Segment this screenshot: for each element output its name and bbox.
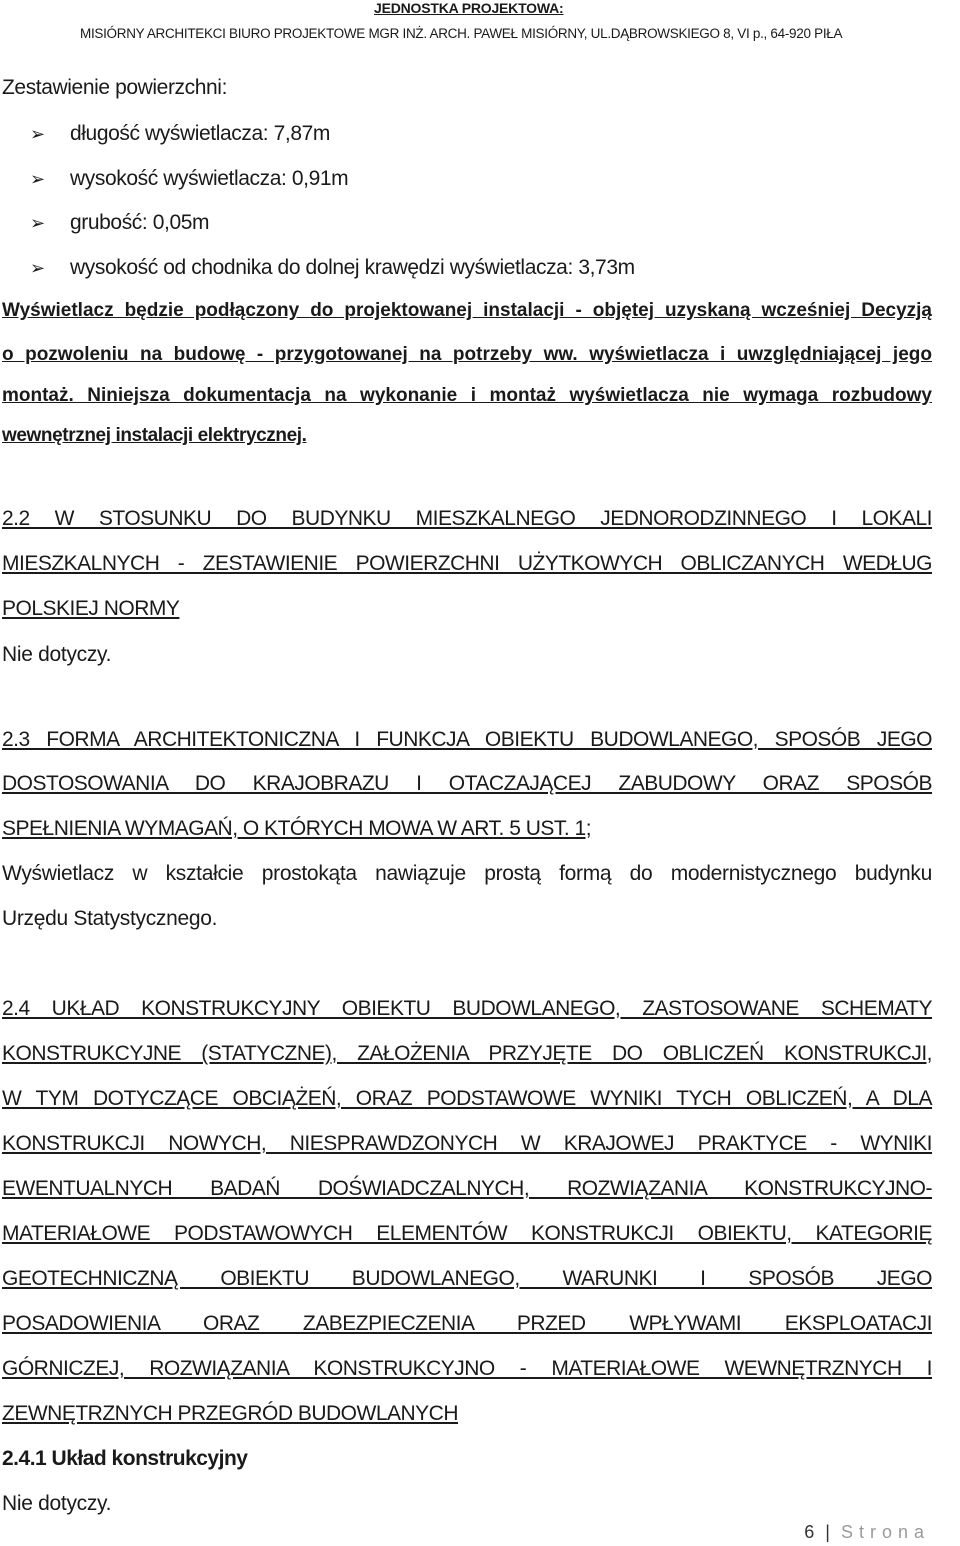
section-body: Nie dotyczy. [2, 1492, 112, 1515]
section-heading-line: W TYM DOTYCZĄCE OBCIĄŻEŃ, ORAZ PODSTAWOWE WYNIKI TYCH OBLICZEŃ, A DLA [2, 1087, 932, 1110]
section-heading-line: MIESZKALNYCH - ZESTAWIENIE POWIERZCHNI UŻYTKOWYCH OBLICZANYCH WEDŁUG [2, 552, 932, 575]
arrow-bullet-icon: ➢ [30, 258, 45, 278]
project-unit-label: JEDNOSTKA PROJEKTOWA: [374, 0, 564, 16]
section-heading-line: POSADOWIENIA ORAZ ZABEZPIECZENIA PRZED WPŁYWAMI EKSPLOATACJI [2, 1312, 932, 1335]
section-heading-line: KONSTRUKCYJNE (STATYCZNE), ZAŁOŻENIA PRZYJĘTE DO OBLICZEŃ KONSTRUKCJI, [2, 1042, 932, 1065]
page-number: 6 [804, 1522, 816, 1542]
footer-separator: | [825, 1522, 831, 1542]
summary-title: Zestawienie powierzchni: [2, 76, 228, 99]
section-heading-line: 2.4 UKŁAD KONSTRUKCYJNY OBIEKTU BUDOWLANEGO, ZASTOSOWANE SCHEMATY [2, 997, 932, 1020]
section-heading-line: SPEŁNIENIA WYMAGAŃ, O KTÓRYCH MOWA W ART. 5 UST. 1; [2, 817, 592, 840]
list-item-text: wysokość wyświetlacza: 0,91m [70, 167, 349, 190]
list-item-text: grubość: 0,05m [70, 211, 210, 234]
section-heading-line: KONSTRUKCJI NOWYCH, NIESPRAWDZONYCH W KRAJOWEJ PRAKTYCE - WYNIKI [2, 1132, 932, 1155]
section-heading-line: 2.3 FORMA ARCHITEKTONICZNA I FUNKCJA OBIEKTU BUDOWLANEGO, SPOSÓB JEGO [2, 728, 932, 751]
section-body: Nie dotyczy. [2, 643, 112, 666]
page-footer [804, 1522, 930, 1543]
summary-paragraph-line: o pozwoleniu na budowę - przygotowanej na potrzeby ww. wyświetlacza i uwzględniającej jego [2, 344, 932, 365]
summary-paragraph-line: wewnętrznej instalacji elektrycznej. [2, 425, 307, 446]
summary-paragraph-line: montaż. Niniejsza dokumentacja na wykonanie i montaż wyświetlacza nie wymaga rozbudowy [2, 385, 932, 406]
section-heading-line: ZEWNĘTRZNYCH PRZEGRÓD BUDOWLANYCH [2, 1402, 459, 1425]
section-body-line: Wyświetlacz w kształcie prostokąta nawiązuje prostą formą do modernistycznego budynku [2, 862, 932, 885]
section-heading-line: 2.2 W STOSUNKU DO BUDYNKU MIESZKALNEGO JEDNORODZINNEGO I LOKALI [2, 507, 932, 530]
list-item [30, 167, 348, 191]
section-heading-line: EWENTUALNYCH BADAŃ DOŚWIADCZALNYCH, ROZWIĄZANIA KONSTRUKCYJNO- [2, 1177, 932, 1200]
list-item [30, 211, 209, 235]
summary-paragraph-line: Wyświetlacz będzie podłączony do projektowanej instalacji - objętej uzyskaną wcześniej Decyzją [2, 300, 932, 321]
list-item-text: wysokość od chodnika do dolnej krawędzi wyświetlacza: 3,73m [70, 256, 635, 279]
section-heading-line: GEOTECHNICZNĄ OBIEKTU BUDOWLANEGO, WARUNKI I SPOSÓB JEGO [2, 1267, 932, 1290]
arrow-bullet-icon: ➢ [30, 169, 45, 189]
section-body-line: Urzędu Statystycznego. [2, 907, 218, 930]
subsection-heading: 2.4.1 Układ konstrukcyjny [2, 1447, 248, 1470]
section-heading-line: MATERIAŁOWE PODSTAWOWYCH ELEMENTÓW KONSTRUKCJI OBIEKTU, KATEGORIĘ [2, 1222, 932, 1245]
list-item [30, 122, 330, 146]
section-heading-line: POLSKIEJ NORMY [2, 597, 180, 620]
section-heading-line: DOSTOSOWANIA DO KRAJOBRAZU I OTACZAJĄCEJ ZABUDOWY ORAZ SPOSÓB [2, 772, 932, 795]
project-unit-name: MISIÓRNY ARCHITEKCI BIURO PROJEKTOWE MGR INŻ. ARCH. PAWEŁ MISIÓRNY, UL.DĄBROWSKIEGO 8, VI p., 64-920 PIŁA [80, 26, 843, 41]
section-heading-line: GÓRNICZEJ, ROZWIĄZANIA KONSTRUKCYJNO - MATERIAŁOWE WEWNĘTRZNYCH I [2, 1357, 932, 1380]
arrow-bullet-icon: ➢ [30, 213, 45, 233]
list-item [30, 256, 635, 280]
list-item-text: długość wyświetlacza: 7,87m [70, 122, 330, 145]
arrow-bullet-icon: ➢ [30, 124, 45, 144]
page-label: Strona [840, 1522, 930, 1542]
